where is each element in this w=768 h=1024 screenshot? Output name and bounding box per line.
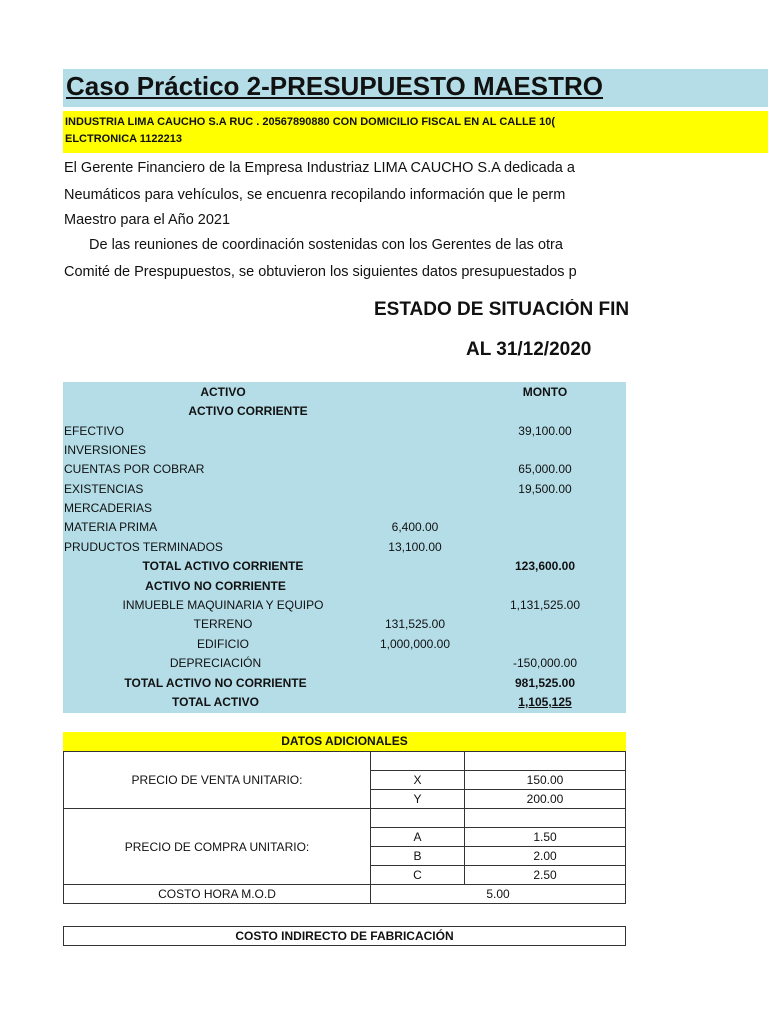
- inmueble-monto: 1,131,525.00: [509, 598, 581, 612]
- precio-venta-label: PRECIO DE VENTA UNITARIO:: [64, 752, 371, 809]
- existencias-monto: 19,500.00: [518, 482, 572, 496]
- activo-corriente-heading: ACTIVO CORRIENTE: [188, 404, 308, 418]
- total-no-corriente-monto: 981,525.00: [514, 676, 576, 690]
- depreciacion-monto: -150,000.00: [512, 656, 578, 670]
- cuentas-monto: 65,000.00: [518, 462, 572, 476]
- total-corriente-label: TOTAL ACTIVO CORRIENTE: [142, 559, 304, 573]
- statement-date: AL 31/12/2020: [466, 339, 592, 360]
- edificio-label: EDIFICIO: [196, 637, 249, 651]
- compra-item-c: C: [371, 866, 465, 885]
- activo-no-corriente-heading: ACTIVO NO CORRIENTE: [145, 579, 286, 593]
- paragraph-line-1: El Gerente Financiero de la Empresa Industriaz LIMA CAUCHO S.A dedicada a: [64, 160, 575, 176]
- datos-adicionales-title: DATOS ADICIONALES: [63, 732, 626, 751]
- depreciacion-label: DEPRECIACIÓN: [169, 656, 262, 670]
- productos-label: PRUDUCTOS TERMINADOS: [64, 540, 223, 554]
- paragraph-line-2: Neumáticos para vehículos, se encuenra recopilando información que le perm: [64, 187, 566, 203]
- company-line-2: ELCTRONICA 1122213: [65, 133, 182, 145]
- table-cell: [371, 809, 465, 828]
- compra-item-b: B: [371, 847, 465, 866]
- inversiones-label: INVERSIONES: [64, 443, 147, 457]
- cuentas-label: CUENTAS POR COBRAR: [64, 462, 205, 476]
- venta-item-x: X: [371, 771, 465, 790]
- venta-value-x: 150.00: [465, 771, 626, 790]
- venta-value-y: 200.00: [465, 790, 626, 809]
- total-activo-label: TOTAL ACTIVO: [172, 695, 259, 709]
- productos-value: 13,100.00: [388, 540, 442, 554]
- costo-indirecto-heading: COSTO INDIRECTO DE FABRICACIÓN: [63, 926, 626, 946]
- table-cell: [465, 809, 626, 828]
- paragraph-line-3: Maestro para el Año 2021: [64, 212, 231, 228]
- materia-prima-value: 6,400.00: [391, 520, 439, 534]
- costo-hora-value: 5.00: [371, 885, 626, 904]
- efectivo-monto: 39,100.00: [518, 424, 572, 438]
- page-title: Caso Práctico 2-PRESUPUESTO MAESTRO: [66, 71, 603, 101]
- col-monto-header: MONTO: [522, 385, 568, 399]
- total-no-corriente-label: TOTAL ACTIVO NO CORRIENTE: [124, 676, 307, 690]
- costo-hora-label: COSTO HORA M.O.D: [64, 885, 371, 904]
- precio-compra-label: PRECIO DE COMPRA UNITARIO:: [64, 809, 371, 885]
- edificio-value: 1,000,000.00: [379, 637, 451, 651]
- table-cell: [371, 752, 465, 771]
- compra-item-a: A: [371, 828, 465, 847]
- terreno-value: 131,525.00: [384, 617, 446, 631]
- total-activo-monto: 1,105,125: [518, 695, 572, 709]
- col-activo-header: ACTIVO: [200, 385, 246, 399]
- datos-adicionales-table: [63, 751, 626, 904]
- compra-value-b: 2.00: [465, 847, 626, 866]
- mercaderias-label: MERCADERIAS: [64, 501, 153, 515]
- total-corriente-monto: 123,600.00: [514, 559, 576, 573]
- inmueble-label: INMUEBLE MAQUINARIA Y EQUIPO: [122, 598, 324, 612]
- compra-value-c: 2.50: [465, 866, 626, 885]
- paragraph-line-4: De las reuniones de coordinación sostenidas con los Gerentes de las otra: [89, 237, 563, 253]
- table-cell: [465, 752, 626, 771]
- materia-prima-label: MATERIA PRIMA: [64, 520, 158, 534]
- terreno-label: TERRENO: [193, 617, 253, 631]
- efectivo-label: EFECTIVO: [64, 424, 125, 438]
- existencias-label: EXISTENCIAS: [64, 482, 144, 496]
- paragraph-line-5: Comité de Prespupuestos, se obtuvieron los siguientes datos presupuestados p: [64, 264, 577, 280]
- company-line-1: INDUSTRIA LIMA CAUCHO S.A RUC . 20567890880 CON DOMICILIO FISCAL EN AL CALLE 10(: [65, 116, 555, 128]
- statement-heading: ESTADO DE SITUACIÓN FIN: [374, 299, 630, 320]
- venta-item-y: Y: [371, 790, 465, 809]
- compra-value-a: 1.50: [465, 828, 626, 847]
